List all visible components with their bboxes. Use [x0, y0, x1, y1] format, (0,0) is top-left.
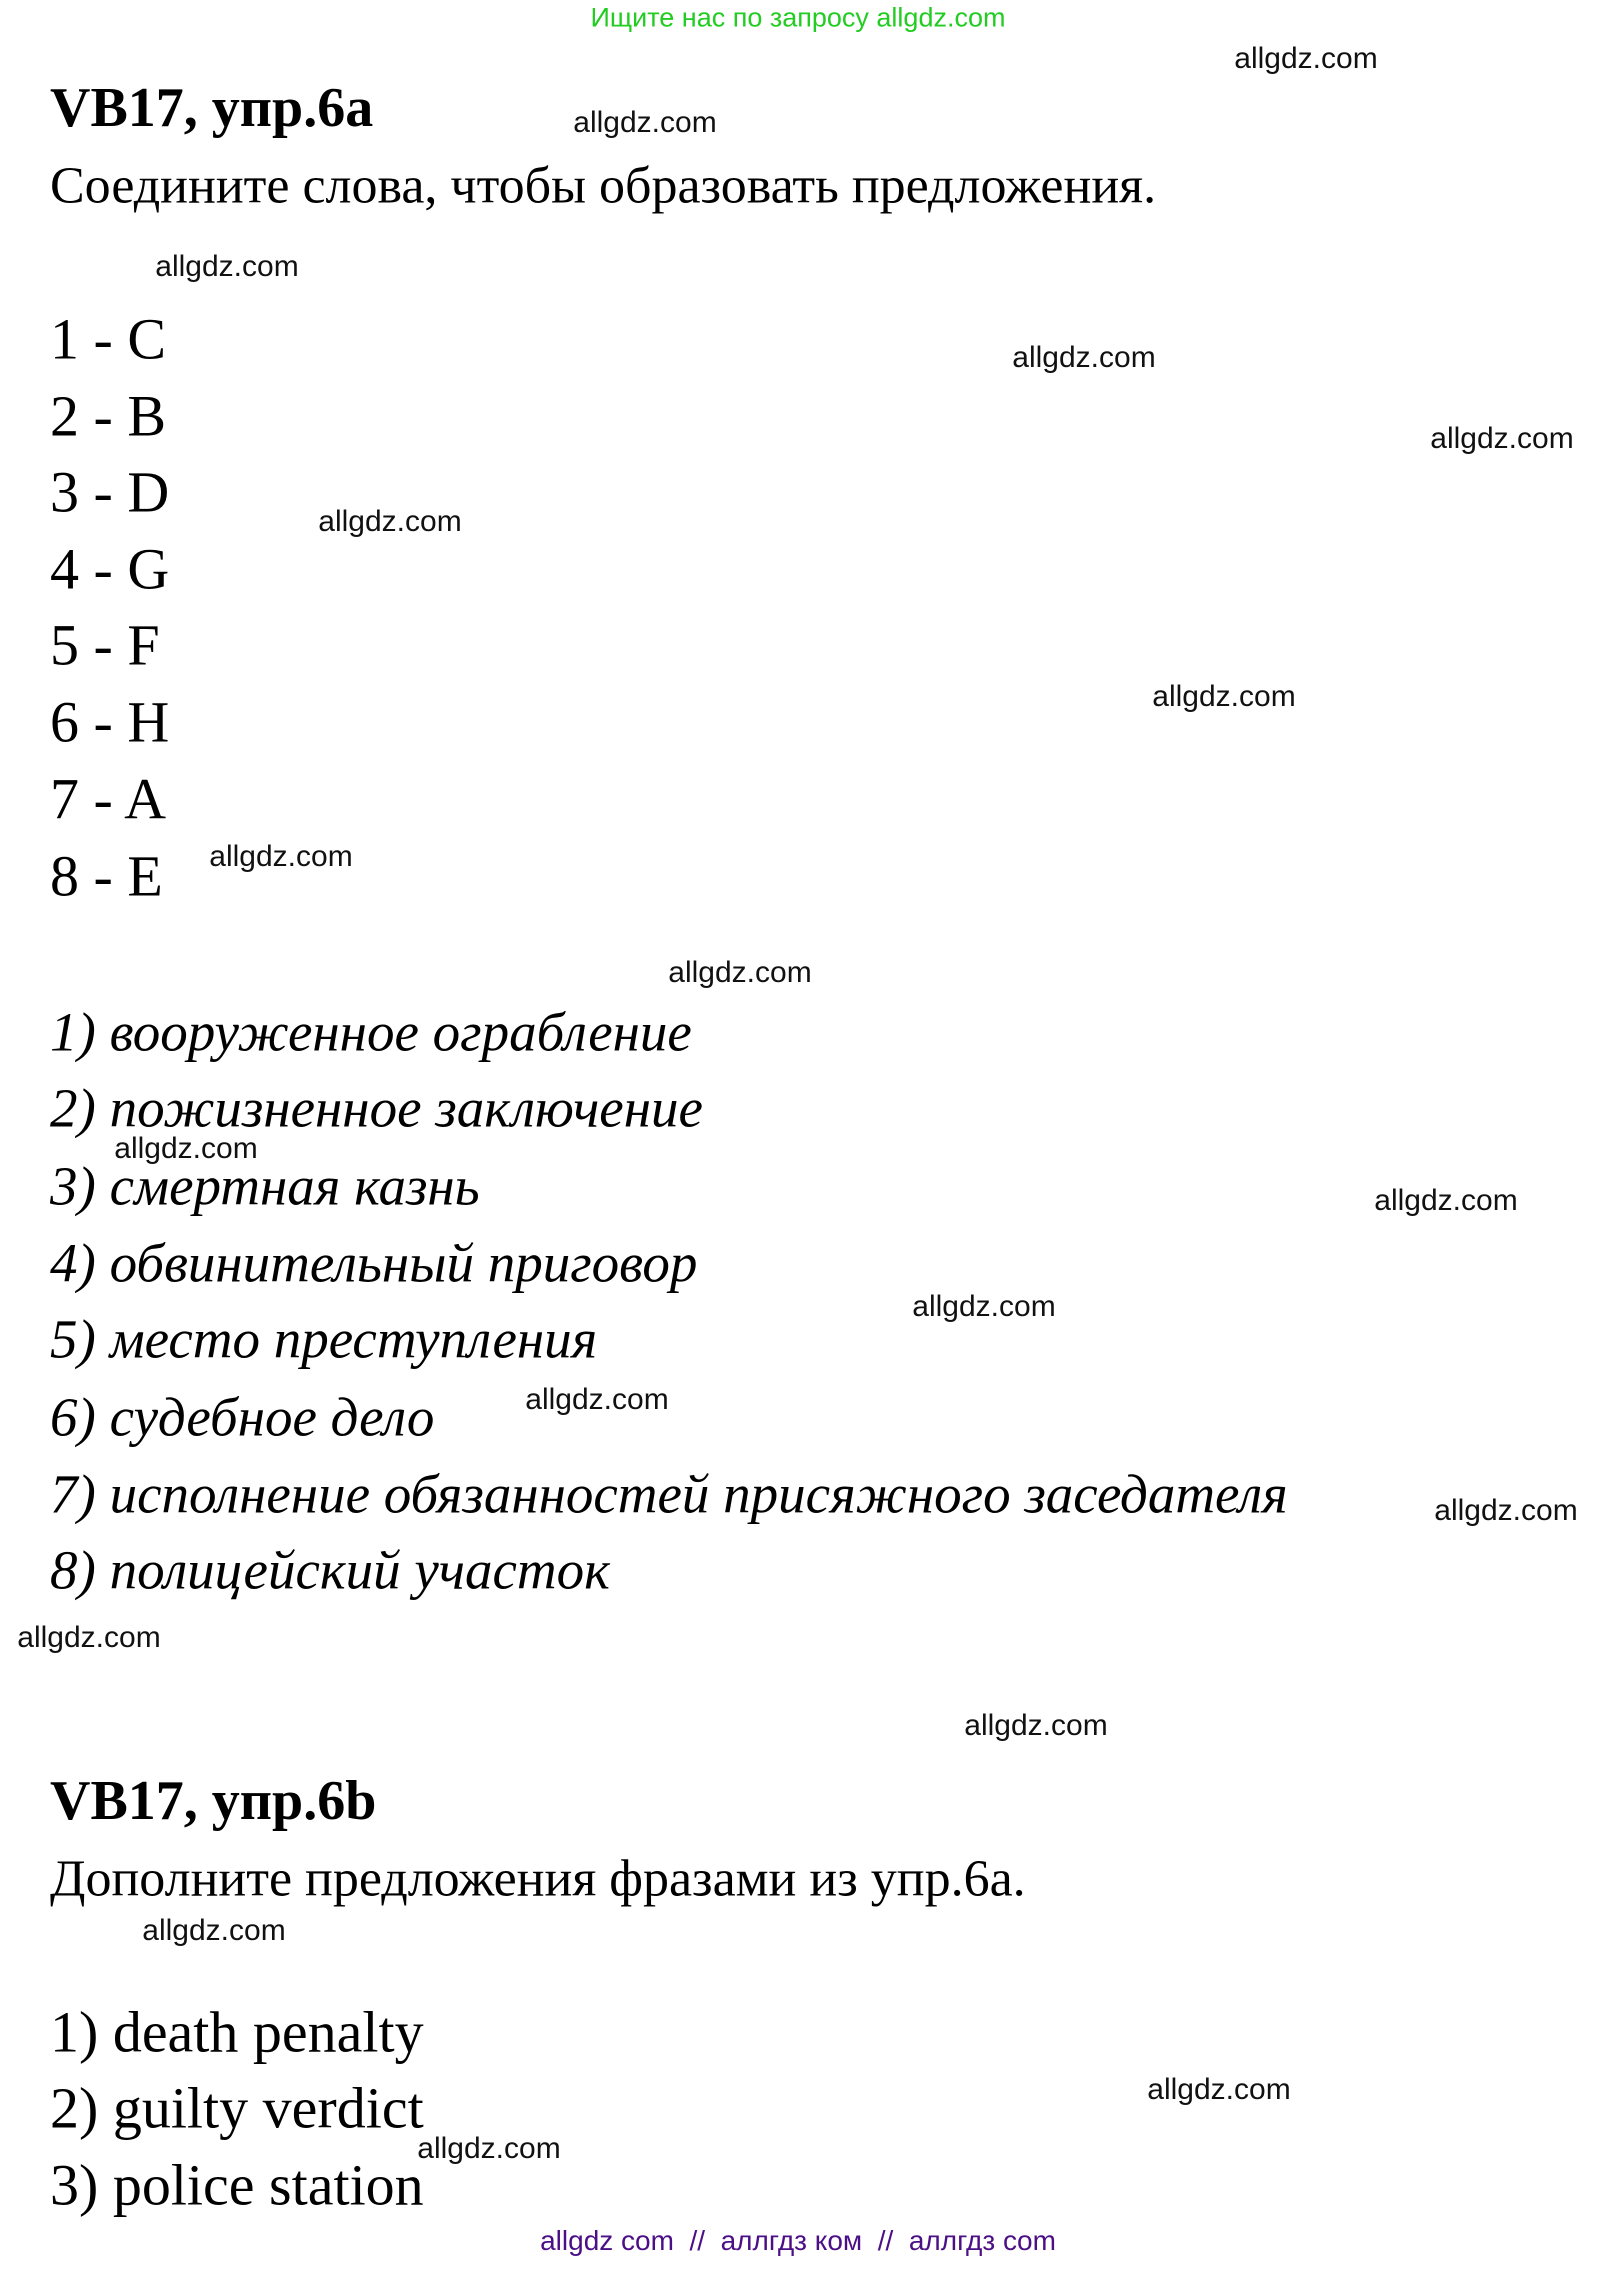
watermark: allgdz.com	[142, 1914, 286, 1947]
watermark: allgdz.com	[1430, 422, 1574, 455]
watermark: allgdz.com	[912, 1290, 1056, 1323]
phrase-item: 6) судебное дело	[50, 1386, 435, 1448]
watermark: allgdz.com	[318, 505, 462, 538]
watermark: allgdz.com	[417, 2132, 561, 2165]
section-b-instruction: Дополните предложения фразами из упр.6a.	[50, 1850, 1026, 1908]
phrase-item: 2) пожизненное заключение	[50, 1077, 703, 1139]
answer-item: 4 - G	[50, 536, 170, 602]
watermark: allgdz.com	[573, 106, 717, 139]
watermark: allgdz.com	[209, 840, 353, 873]
watermark: allgdz.com	[1152, 680, 1296, 713]
answer-item: 8 - E	[50, 843, 163, 909]
phrase-item: 8) полицейский участок	[50, 1539, 610, 1601]
phrase-item: 1) вооруженное ограбление	[50, 1001, 692, 1063]
answer-item: 1) death penalty	[50, 1999, 424, 2065]
watermark: allgdz.com	[1434, 1494, 1578, 1527]
watermark: allgdz.com	[114, 1132, 258, 1165]
answer-item: 2 - B	[50, 383, 166, 449]
answer-item: 6 - H	[50, 689, 170, 755]
search-banner: Ищите нас по запросу allgdz.com	[590, 2, 1006, 33]
watermark: allgdz.com	[964, 1709, 1108, 1742]
watermark: allgdz.com	[1147, 2073, 1291, 2106]
watermark: allgdz.com	[1012, 341, 1156, 374]
phrase-item: 4) обвинительный приговор	[50, 1232, 698, 1294]
watermark: allgdz.com	[668, 956, 812, 989]
section-b-title: VB17, упр.6b	[50, 1770, 377, 1832]
answer-item: 5 - F	[50, 612, 160, 678]
watermark: allgdz.com	[1374, 1184, 1518, 1217]
answer-item: 2) guilty verdict	[50, 2075, 424, 2141]
watermark: allgdz.com	[17, 1621, 161, 1654]
section-a-title: VB17, упр.6a	[50, 77, 374, 139]
watermark: allgdz.com	[1234, 42, 1378, 75]
footer-links: allgdz com // аллгдз ком // аллгдз com	[540, 2225, 1056, 2256]
answer-item: 7 - A	[50, 766, 166, 832]
answer-item: 1 - C	[50, 306, 166, 372]
section-a-instruction: Соедините слова, чтобы образовать предложения.	[50, 157, 1157, 215]
watermark: allgdz.com	[155, 250, 299, 283]
phrase-item: 5) место преступления	[50, 1308, 598, 1370]
watermark: allgdz.com	[525, 1383, 669, 1416]
answer-item: 3) police station	[50, 2152, 424, 2218]
answer-item: 3 - D	[50, 459, 170, 525]
phrase-item: 7) исполнение обязанностей присяжного заседателя	[50, 1463, 1288, 1525]
phrase-item: 3) смертная казнь	[50, 1155, 480, 1217]
